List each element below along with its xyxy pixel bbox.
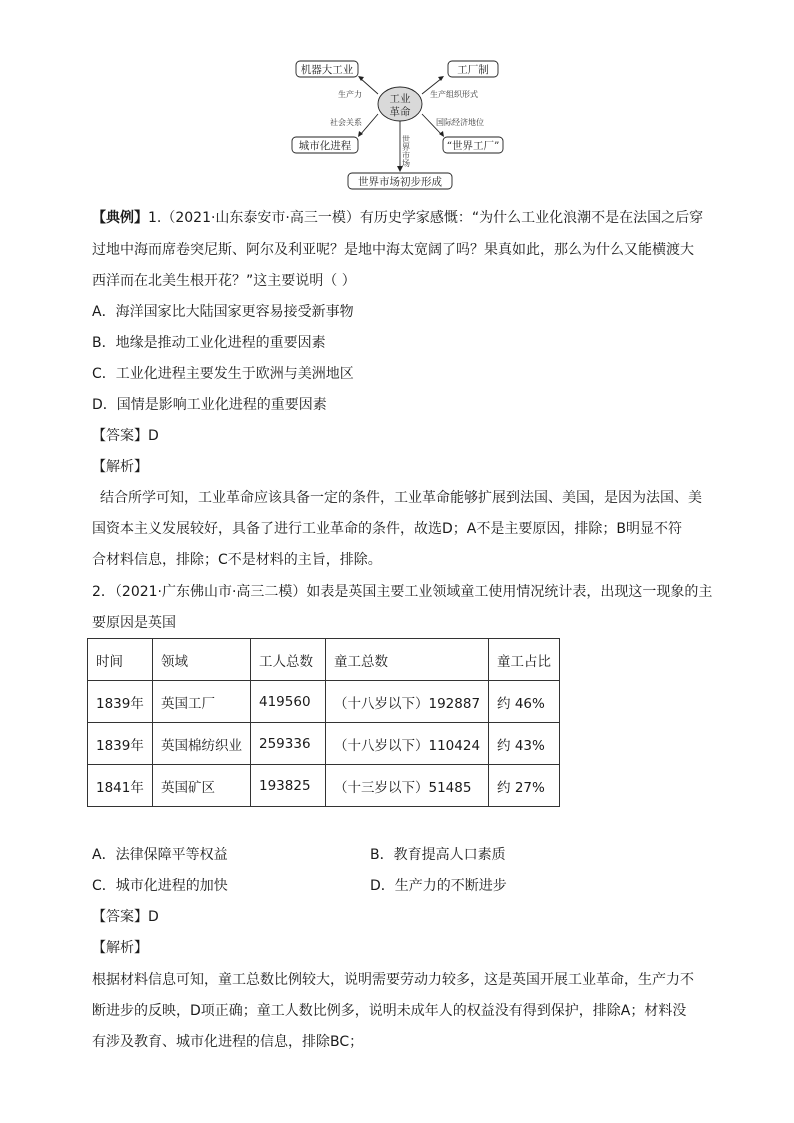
node-machine-industry: 机器大工业 [300, 64, 354, 76]
table-cell: 约 27% [489, 765, 560, 807]
q2-option-b: B．教育提高人口素质 [370, 847, 506, 863]
table-cell: 英国矿区 [153, 765, 251, 807]
table-header-cell: 童工总数 [326, 639, 489, 681]
q1-option-a: A．海洋国家比大陆国家更容易接受新事物 [92, 304, 354, 320]
center-label-2: 革命 [389, 106, 411, 118]
q1-analysis-line-3: 合材料信息，排除；C不是材料的主旨，排除。 [92, 552, 382, 568]
edge-social-relations: 社会关系 [330, 118, 362, 127]
table-row [88, 681, 560, 723]
example-tag: 【典例】 [92, 210, 148, 226]
table-cell: 193825 [251, 765, 326, 807]
table-cell: 约 43% [489, 723, 560, 765]
q1-option-d: D．国情是影响工业化进程的重要因素 [92, 397, 327, 413]
q1-text-1: 1.（2021·山东泰安市·高三一模）有历史学家感慨：“为什么工业化浪潮不是在法国之后穿 [148, 210, 704, 226]
node-factory-system: 工厂制 [457, 64, 489, 76]
q1-analysis-line-1: 结合所学可知，工业革命应该具备一定的条件，工业革命能够扩展到法国、美国，是因为法国、美 [100, 490, 702, 506]
edge-intl-status: 国际经济地位 [436, 118, 484, 127]
q1-stem-line-2: 过地中海而席卷突尼斯、阿尔及利亚呢？是地中海太宽阔了吗？果真如此，那么为什么又能横渡大 [92, 242, 694, 258]
q1-option-b: B．地缘是推动工业化进程的重要因素 [92, 335, 326, 351]
table-header-row [88, 639, 560, 681]
table-cell: （十三岁以下）51485 [326, 765, 489, 807]
edge-productivity: 生产力 [338, 90, 362, 99]
table-cell: 419560 [251, 681, 326, 723]
table-header-cell: 领域 [153, 639, 251, 681]
q2-analysis-line-3: 有涉及教育、城市化进程的信息，排除BC； [92, 1034, 364, 1050]
q1-analysis-label: 【解析】 [92, 459, 148, 475]
table-cell: 约 46% [489, 681, 560, 723]
q2-option-d: D．生产力的不断进步 [370, 878, 507, 894]
table-cell: （十八岁以下）192887 [326, 681, 489, 723]
table-row [88, 765, 560, 807]
table-header-cell: 童工占比 [489, 639, 560, 681]
q2-analysis-line-2: 断进步的反映，D项正确；童工人数比例多，说明未成年人的权益没有得到保护，排除A；材料没 [92, 1003, 687, 1019]
edge-world-market: 世界市场 [401, 135, 411, 167]
industrial-revolution-diagram [280, 55, 520, 195]
q2-analysis-label: 【解析】 [92, 940, 148, 956]
q2-stem-line-2: 要原因是英国 [92, 615, 176, 631]
q2-stem-line-1: 2．（2021·广东佛山市·高三二模）如表是英国主要工业领域童工使用情况统计表，出现这一现象的主 [92, 584, 713, 600]
table-cell: 1839年 [88, 723, 153, 765]
q2-analysis-line-1: 根据材料信息可知，童工总数比例较大，说明需要劳动力较多，这是英国开展工业革命，生产力不 [92, 972, 694, 988]
node-world-factory: “世界工厂” [446, 140, 500, 152]
child-labor-table [87, 638, 560, 807]
node-world-market: 世界市场初步形成 [358, 176, 442, 188]
table-cell: 1841年 [88, 765, 153, 807]
table-header-cell: 时间 [88, 639, 153, 681]
table-row [88, 723, 560, 765]
node-urbanization: 城市化进程 [298, 140, 352, 152]
q1-answer: 【答案】D [92, 428, 159, 444]
q2-option-c: C．城市化进程的加快 [92, 878, 228, 894]
table-header-cell: 工人总数 [251, 639, 326, 681]
edge-production-org: 生产组织形式 [430, 90, 478, 99]
q1-analysis-line-2: 国资本主义发展较好，具备了进行工业革命的条件，故选D；A不是主要原因，排除；B明显不符 [92, 521, 682, 537]
table-cell: （十八岁以下）110424 [326, 723, 489, 765]
q2-option-a: A．法律保障平等权益 [92, 847, 228, 863]
q1-option-c: C．工业化进程主要发生于欧洲与美洲地区 [92, 366, 354, 382]
table-cell: 英国工厂 [153, 681, 251, 723]
q1-stem-line-1 [92, 208, 703, 228]
center-label-1: 工业 [389, 93, 411, 105]
table-cell: 1839年 [88, 681, 153, 723]
q1-stem-line-3: 西洋而在北美生根开花？”这主要说明（ ） [92, 273, 356, 289]
q2-answer: 【答案】D [92, 909, 159, 925]
table-cell: 英国棉纺织业 [153, 723, 251, 765]
table-cell: 259336 [251, 723, 326, 765]
